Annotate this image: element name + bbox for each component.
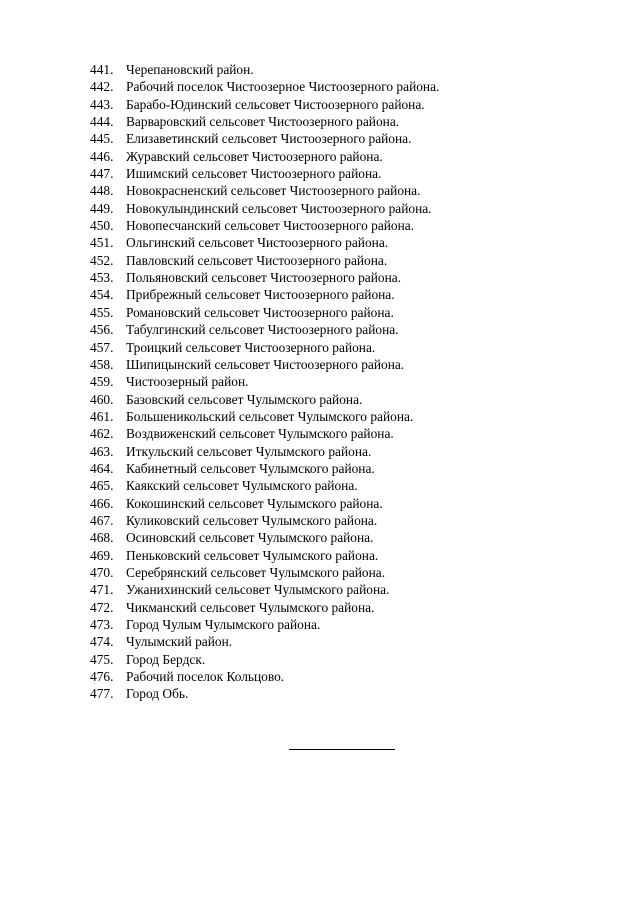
list-item (90, 373, 439, 390)
item-number: 443. (90, 96, 114, 112)
list-item (90, 581, 439, 598)
item-text: Табулгинский сельсовет Чистоозерного района. (126, 322, 399, 338)
item-number: 449. (90, 200, 114, 216)
list-item (90, 529, 439, 546)
list-item (90, 200, 439, 217)
list-item (90, 512, 439, 529)
item-number: 453. (90, 270, 114, 286)
list-item (90, 252, 439, 269)
list-item (90, 651, 439, 668)
item-text: Кокошинский сельсовет Чулымского района. (126, 495, 383, 511)
item-text: Черепановский район. (126, 62, 254, 77)
item-number: 474. (90, 634, 114, 650)
item-text: Каякский сельсовет Чулымского района. (126, 478, 358, 494)
item-number: 476. (90, 669, 114, 685)
item-text: Город Обь. (126, 686, 189, 702)
item-text: Елизаветинский сельсовет Чистоозерного района. (126, 131, 412, 147)
item-text: Прибрежный сельсовет Чистоозерного района. (126, 287, 395, 303)
item-text: Барабо-Юдинский сельсовет Чистоозерного района. (126, 96, 425, 112)
end-separator-line (289, 749, 395, 750)
item-text: Польяновский сельсовет Чистоозерного района. (126, 270, 402, 286)
list-item (90, 130, 439, 147)
item-number: 461. (90, 408, 114, 424)
numbered-list (90, 61, 439, 703)
item-text: Большеникольский сельсовет Чулымского района. (126, 408, 414, 424)
item-text: Иткульский сельсовет Чулымского района. (126, 443, 372, 459)
item-number: 457. (90, 339, 114, 355)
list-item (90, 269, 439, 286)
item-text: Павловский сельсовет Чистоозерного района. (126, 252, 388, 268)
list-item (90, 356, 439, 373)
item-number: 445. (90, 131, 114, 147)
item-number: 446. (90, 148, 114, 164)
item-text: Новокрасненский сельсовет Чистоозерного района. (126, 183, 421, 199)
item-text: Чистоозерный район. (126, 374, 249, 390)
list-item (90, 408, 439, 425)
list-item (90, 495, 439, 512)
list-item (90, 391, 439, 408)
item-number: 473. (90, 617, 114, 632)
item-text: Журавский сельсовет Чистоозерного района. (126, 148, 383, 164)
list-item (90, 443, 439, 460)
item-number: 447. (90, 166, 114, 182)
item-text: Базовский сельсовет Чулымского района. (126, 391, 363, 407)
list-item (90, 564, 439, 581)
item-number: 448. (90, 183, 114, 199)
item-number: 464. (90, 460, 114, 476)
item-number: 463. (90, 443, 114, 459)
item-number: 472. (90, 599, 114, 615)
list-item (90, 148, 439, 165)
item-number: 475. (90, 651, 114, 667)
item-text: Ишимский сельсовет Чистоозерного района. (126, 166, 382, 182)
list-item (90, 547, 439, 564)
list-item (90, 477, 439, 494)
item-text: Чикманский сельсовет Чулымского района. (126, 599, 375, 615)
item-number: 471. (90, 582, 114, 598)
list-item (90, 304, 439, 321)
item-number: 467. (90, 512, 114, 528)
list-item (90, 633, 439, 650)
list-item (90, 321, 439, 338)
item-number: 454. (90, 287, 114, 303)
item-number: 465. (90, 478, 114, 494)
list-item (90, 425, 439, 442)
item-number: 456. (90, 322, 114, 338)
list-item (90, 61, 439, 78)
item-text: Ужанихинский сельсовет Чулымского района. (126, 582, 390, 598)
list-item (90, 599, 439, 616)
list-item (90, 339, 439, 356)
list-item (90, 286, 439, 303)
item-text: Новопесчанский сельсовет Чистоозерного района. (126, 218, 415, 234)
item-text: Новокулындинский сельсовет Чистоозерного района. (126, 200, 432, 216)
item-number: 470. (90, 564, 114, 580)
item-number: 442. (90, 79, 114, 95)
item-number: 468. (90, 530, 114, 546)
item-text: Ольгинский сельсовет Чистоозерного района. (126, 235, 389, 251)
item-text: Город Бердск. (126, 651, 206, 667)
item-number: 458. (90, 356, 114, 372)
item-text: Варваровский сельсовет Чистоозерного района. (126, 114, 400, 130)
list-item (90, 96, 439, 113)
item-text: Кабинетный сельсовет Чулымского района. (126, 460, 375, 476)
item-number: 459. (90, 374, 114, 390)
list-item (90, 668, 439, 685)
item-text: Рабочий поселок Чистоозерное Чистоозерного района. (126, 79, 440, 95)
list-item (90, 113, 439, 130)
item-text: Куликовский сельсовет Чулымского района. (126, 512, 378, 528)
item-number: 441. (90, 62, 114, 77)
item-text: Рабочий поселок Кольцово. (126, 669, 285, 685)
item-text: Воздвиженский сельсовет Чулымского района. (126, 426, 394, 442)
item-number: 466. (90, 495, 114, 511)
list-item (90, 78, 439, 95)
list-item (90, 616, 439, 633)
list-item (90, 165, 439, 182)
item-text: Серебрянский сельсовет Чулымского района. (126, 564, 386, 580)
item-number: 452. (90, 252, 114, 268)
item-text: Пеньковский сельсовет Чулымского района. (126, 547, 379, 563)
item-number: 477. (90, 686, 114, 702)
list-item (90, 234, 439, 251)
item-text: Шипицынский сельсовет Чистоозерного района. (126, 356, 405, 372)
list-item (90, 182, 439, 199)
item-text: Чулымский район. (126, 634, 233, 650)
list-item (90, 460, 439, 477)
item-number: 455. (90, 304, 114, 320)
item-number: 462. (90, 426, 114, 442)
item-text: Город Чулым Чулымского района. (126, 617, 321, 632)
item-number: 469. (90, 547, 114, 563)
list-item (90, 685, 439, 702)
item-number: 450. (90, 218, 114, 234)
item-number: 451. (90, 235, 114, 251)
item-number: 444. (90, 114, 114, 130)
item-text: Троицкий сельсовет Чистоозерного района. (126, 339, 376, 355)
item-text: Романовский сельсовет Чистоозерного района. (126, 304, 394, 320)
list-item (90, 217, 439, 234)
item-number: 460. (90, 391, 114, 407)
item-text: Осиновский сельсовет Чулымского района. (126, 530, 374, 546)
